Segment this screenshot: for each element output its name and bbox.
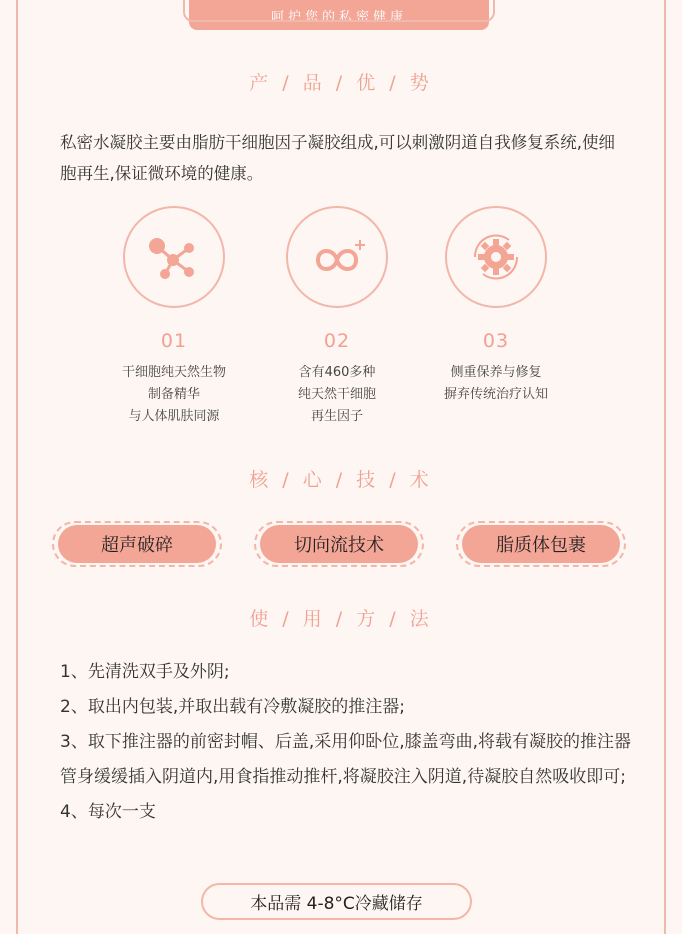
step-item: 2、取出内包装,并取出载有冷敷凝胶的推注器; — [60, 697, 405, 717]
tech-pill-3 — [456, 521, 626, 567]
desc-line: 制备精华 — [147, 387, 200, 402]
desc-line: 含有460多种 — [298, 365, 376, 380]
advantage-desc — [406, 362, 586, 406]
desc-line: 摒弃传统治疗认知 — [443, 387, 548, 402]
advantage-desc — [84, 362, 264, 428]
desc-line: 侧重保养与修复 — [450, 365, 542, 380]
storage-note: 本品需 4-8°C冷藏储存 — [201, 883, 472, 920]
desc-line: 与人体肌肤同源 — [128, 409, 220, 424]
advantage-item-3 — [406, 206, 586, 406]
tech-label: 超声破碎 — [58, 525, 216, 563]
desc-line: 干细胞纯天然生物 — [121, 365, 226, 380]
tech-pill-1 — [52, 521, 222, 567]
advantage-circle — [123, 206, 225, 308]
step-item: 3、取下推注器的前密封帽、后盖,采用仰卧位,膝盖弯曲,将载有凝胶的推注器管身缓缓插入阴道内,用食指推动推杆,将凝胶注入阴道,待凝胶自然吸收即可; — [60, 732, 632, 787]
advantage-item-2 — [247, 206, 427, 428]
tech-label: 脂质体包裹 — [462, 525, 620, 563]
tech-title: 核 / 心 / 技 / 术 — [249, 469, 433, 491]
step-item: 4、每次一支 — [60, 802, 156, 822]
tech-label: 切向流技术 — [260, 525, 418, 563]
desc-line: 纯天然干细胞 — [297, 387, 376, 402]
banner-text: 呵护您的私密健康 — [270, 9, 407, 25]
usage-steps — [60, 655, 640, 830]
advantage-circle — [286, 206, 388, 308]
desc-line: 再生因子 — [310, 409, 363, 424]
advantage-desc — [247, 362, 427, 428]
advantage-circle — [445, 206, 547, 308]
tech-pill-2 — [254, 521, 424, 567]
advantage-item-1 — [84, 206, 264, 428]
infinity-plus-icon — [288, 208, 386, 306]
usage-title: 使 / 用 / 方 / 法 — [249, 608, 433, 630]
advantage-number: 01 — [160, 330, 188, 352]
molecule-icon — [125, 208, 223, 306]
intro-text: 私密水凝胶主要由脂肪干细胞因子凝胶组成,可以刺激阴道自我修复系统,使细胞再生,保证微环境的健康。 — [60, 133, 615, 183]
advantage-number: 02 — [323, 330, 351, 352]
top-banner — [189, 0, 489, 30]
advantages-title: 产 / 品 / 优 / 势 — [249, 72, 433, 94]
gear-cycle-icon — [447, 208, 545, 306]
step-item: 1、先清洗双手及外阴; — [60, 662, 230, 682]
advantage-number: 03 — [482, 330, 510, 352]
